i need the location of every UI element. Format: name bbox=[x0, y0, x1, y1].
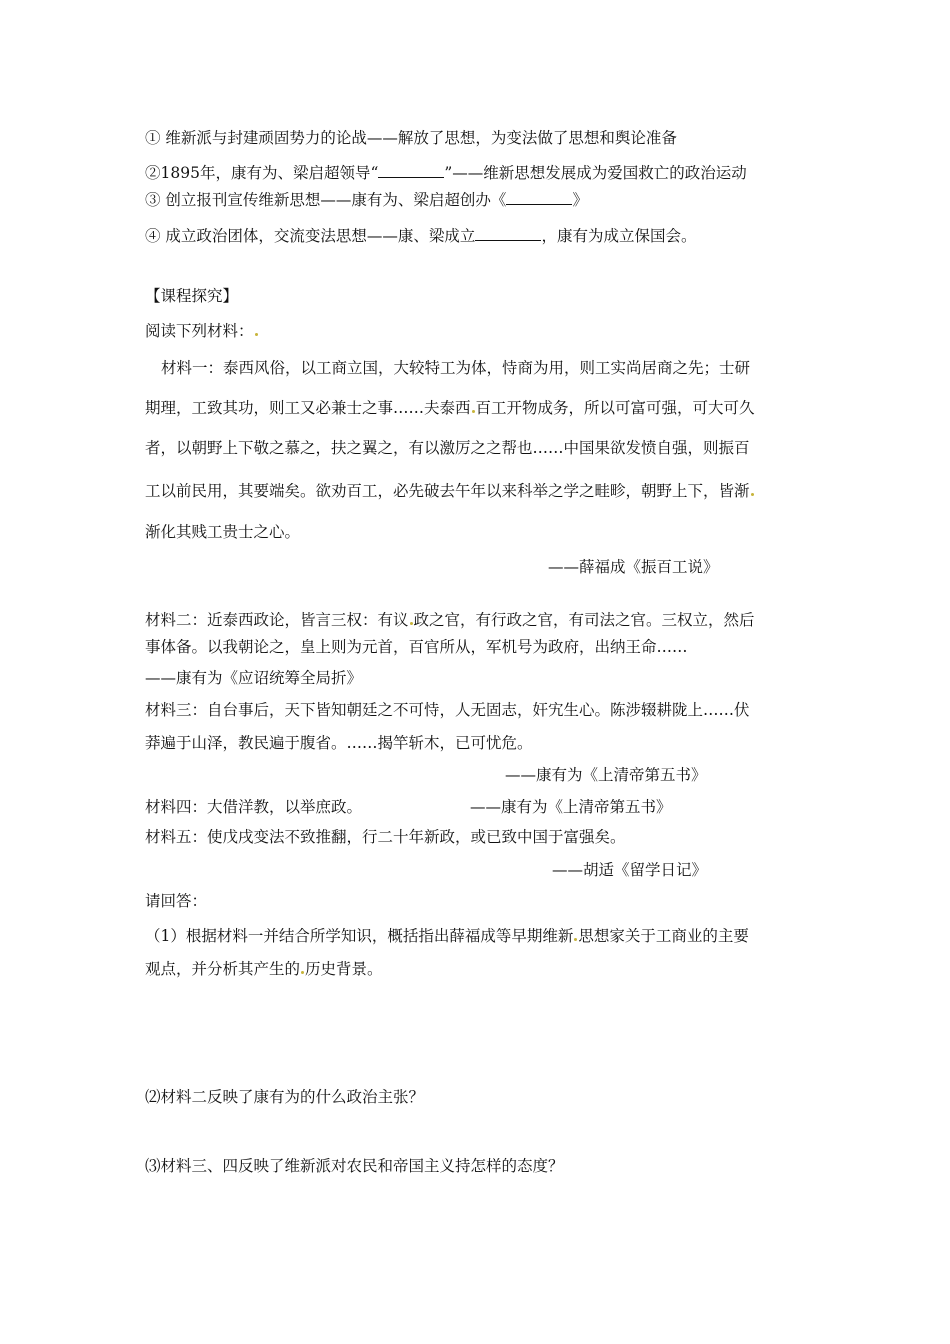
decorative-dot bbox=[751, 493, 754, 496]
material1-line5: 渐化其贱工贵士之心。 bbox=[145, 523, 301, 541]
point-4: ④ 成立政治团体，交流变法思想——康、梁成立 ，康有为成立保国会。 bbox=[145, 227, 697, 245]
question-1-line2: 观点，并分析其产生的 历史背景。 bbox=[145, 960, 383, 978]
material4-source: ——康有为《上清帝第五书》 bbox=[470, 798, 672, 816]
material3-line2: 莽遍于山泽，教民遍于腹省。……揭竿斩木，已可忧危。 bbox=[145, 734, 533, 752]
material2-source: ——康有为《应诏统筹全局折》 bbox=[145, 669, 363, 687]
material2-line1: 材料二：近泰西政论，皆言三权：有议 政之官，有行政之官，有司法之官。三权立，然后 bbox=[145, 611, 755, 629]
fill-blank[interactable] bbox=[506, 190, 572, 205]
material1-line2: 期理，工致其功，则工又必兼士之事……夫泰西 百工开物成务，所以可富可强，可大可久 bbox=[145, 399, 755, 417]
question-1-line1: （1）根据材料一并结合所学知识，概括指出薛福成等早期维新 思想家关于工商业的主要 bbox=[145, 927, 749, 945]
decorative-dot bbox=[301, 971, 304, 974]
material5-source: ——胡适《留学日记》 bbox=[552, 861, 708, 879]
decorative-dot bbox=[255, 333, 258, 336]
decorative-dot bbox=[472, 410, 475, 413]
material1-source: ——薛福成《振百工说》 bbox=[548, 558, 719, 576]
question-2: ⑵材料二反映了康有为的什么政治主张？ bbox=[145, 1088, 425, 1106]
decorative-dot bbox=[410, 622, 413, 625]
material1-line1: 材料一：泰西风俗，以工商立国，大较特工为体，恃商为用，则工实尚居商之先；士研 bbox=[161, 359, 751, 377]
material2-line2: 事体备。以我朝论之，皇上则为元首，百官所从，军机号为政府，出纳王命…… bbox=[145, 638, 688, 656]
material4-text: 材料四：大借洋教，以举庶政。 bbox=[145, 798, 363, 816]
fill-blank[interactable] bbox=[475, 226, 541, 241]
point-2: ②1895年，康有为、梁启超领导“ ”——维新思想发展成为爱国救亡的政治运动 bbox=[145, 164, 747, 182]
section-title: 【课程探究】 bbox=[145, 287, 239, 305]
decorative-dot bbox=[574, 938, 577, 941]
intro-line: 阅读下列材料： bbox=[145, 321, 259, 341]
answer-prompt: 请回答： bbox=[145, 892, 208, 910]
point-1: ① 维新派与封建顽固势力的论战——解放了思想，为变法做了思想和舆论准备 bbox=[145, 129, 677, 147]
material3-source: ——康有为《上清帝第五书》 bbox=[505, 766, 707, 784]
fill-blank[interactable] bbox=[378, 163, 444, 178]
material5-text: 材料五：使戊戌变法不致推翻，行二十年新政，或已致中国于富强矣。 bbox=[145, 828, 626, 846]
question-3: ⑶材料三、四反映了维新派对农民和帝国主义持怎样的态度？ bbox=[145, 1157, 564, 1175]
material1-line4: 工以前民用，其要端矣。欲劝百工，必先破去午年以来科举之学之畦畛，朝野上下，皆渐 bbox=[145, 481, 755, 501]
material3-line1: 材料三：自台事后，天下皆知朝廷之不可恃，人无固志，奸宄生心。陈涉辍耕陇上……伏 bbox=[145, 701, 750, 719]
material1-line3: 者，以朝野上下敬之慕之，扶之翼之，有以激厉之之帮也……中国果欲发愤自强，则振百 bbox=[145, 439, 750, 457]
point-3: ③ 创立报刊宣传维新思想——康有为、梁启超创办《 》 bbox=[145, 191, 588, 209]
